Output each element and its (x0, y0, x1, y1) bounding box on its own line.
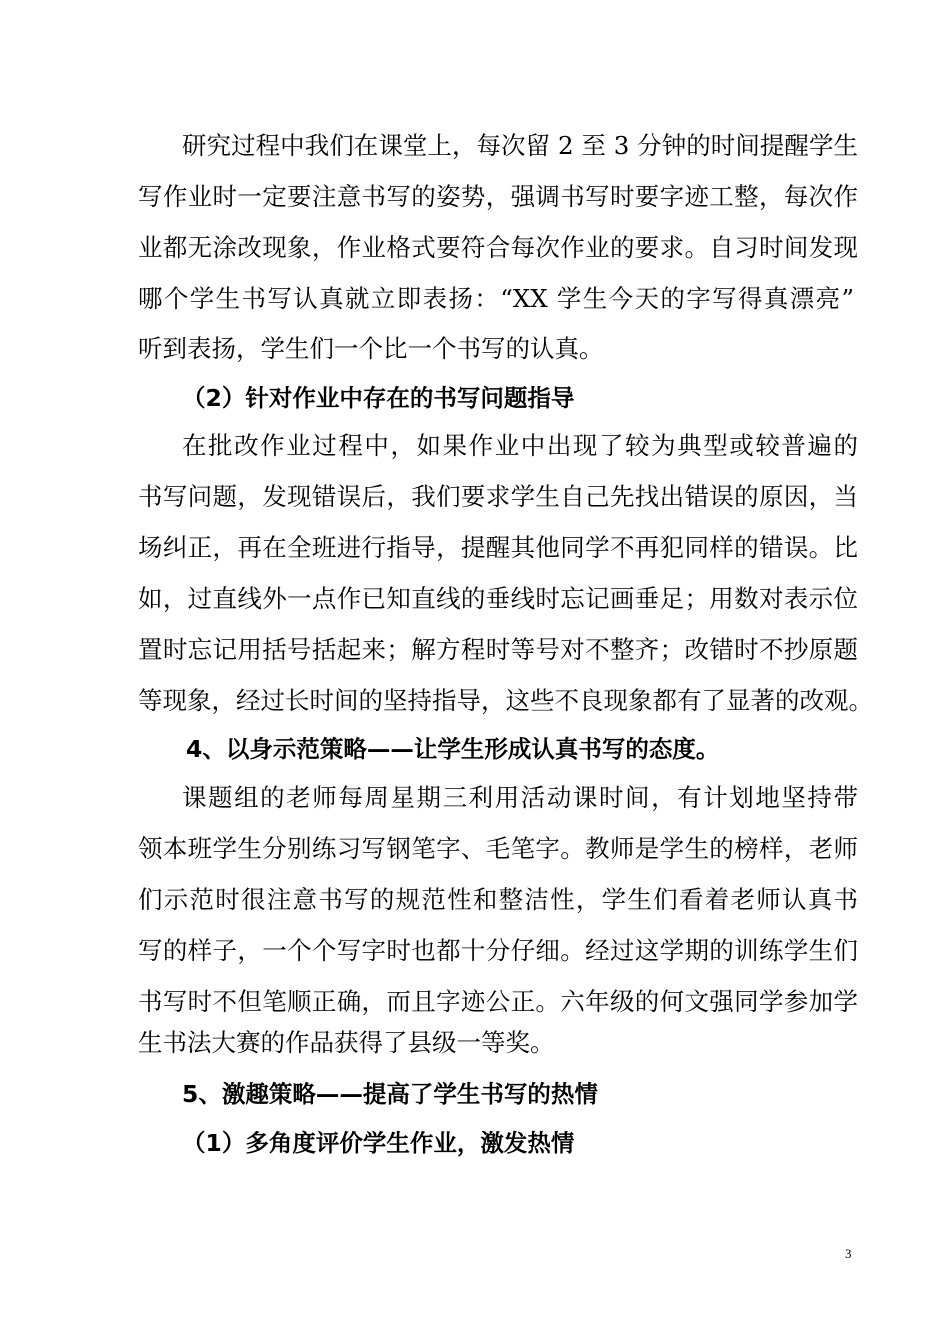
paragraph-3-line-1: 课题组的老师每周星期三利用活动课时间，有计划地坚持带 (182, 783, 858, 812)
paragraph-1-line-4: 哪个学生书写认真就立即表扬：“XX 学生今天的字写得真漂亮” (138, 284, 854, 313)
paragraph-3-line-2: 领本班学生分别练习写钢笔字、毛笔字。教师是学生的榜样，老师 (138, 834, 858, 863)
paragraph-3-line-5: 书写时不但笔顺正确，而且字迹公正。六年级的何文强同学参加学 (138, 987, 858, 1016)
paragraph-2-line-5: 置时忘记用括号括起来；解方程时等号对不整齐；改错时不抄原题 (138, 635, 858, 664)
paragraph-2-line-6: 等现象，经过长时间的坚持指导，这些不良现象都有了显著的改观。 (138, 686, 873, 715)
subheading-2: （2）针对作业中存在的书写问题指导 (182, 384, 575, 412)
heading-5: 5、激趣策略——提高了学生书写的热情 (182, 1080, 598, 1108)
heading-4: 4、以身示范策略——让学生形成认真书写的态度。 (186, 735, 720, 763)
paragraph-3-line-3: 们示范时很注意书写的规范性和整洁性，学生们看着老师认真书 (138, 885, 858, 914)
paragraph-2-line-3: 场纠正，再在全班进行指导，提醒其他同学不再犯同样的错误。比 (138, 533, 858, 562)
page-number: 3 (845, 1246, 852, 1261)
paragraph-1-line-1: 研究过程中我们在课堂上，每次留 2 至 3 分钟的时间提醒学生 (182, 131, 858, 160)
paragraph-1-line-5: 听到表扬，学生们一个比一个书写的认真。 (138, 334, 604, 363)
paragraph-3-line-4: 写的样子，一个个写字时也都十分仔细。经过这学期的训练学生们 (138, 936, 858, 965)
paragraph-3-line-6: 生书法大赛的作品获得了县级一等奖。 (138, 1028, 555, 1057)
paragraph-1-line-2: 写作业时一定要注意书写的姿势，强调书写时要字迹工整，每次作 (138, 182, 858, 211)
paragraph-2-line-4: 如，过直线外一点作已知直线的垂线时忘记画垂足；用数对表示位 (138, 584, 858, 613)
subheading-1: （1）多角度评价学生作业，激发热情 (182, 1129, 575, 1157)
paragraph-1-line-3: 业都无涂改现象，作业格式要符合每次作业的要求。自习时间发现 (138, 233, 858, 262)
paragraph-2-line-1: 在批改作业过程中，如果作业中出现了较为典型或较普遍的 (182, 431, 858, 460)
paragraph-2-line-2: 书写问题，发现错误后，我们要求学生自己先找出错误的原因，当 (138, 482, 858, 511)
